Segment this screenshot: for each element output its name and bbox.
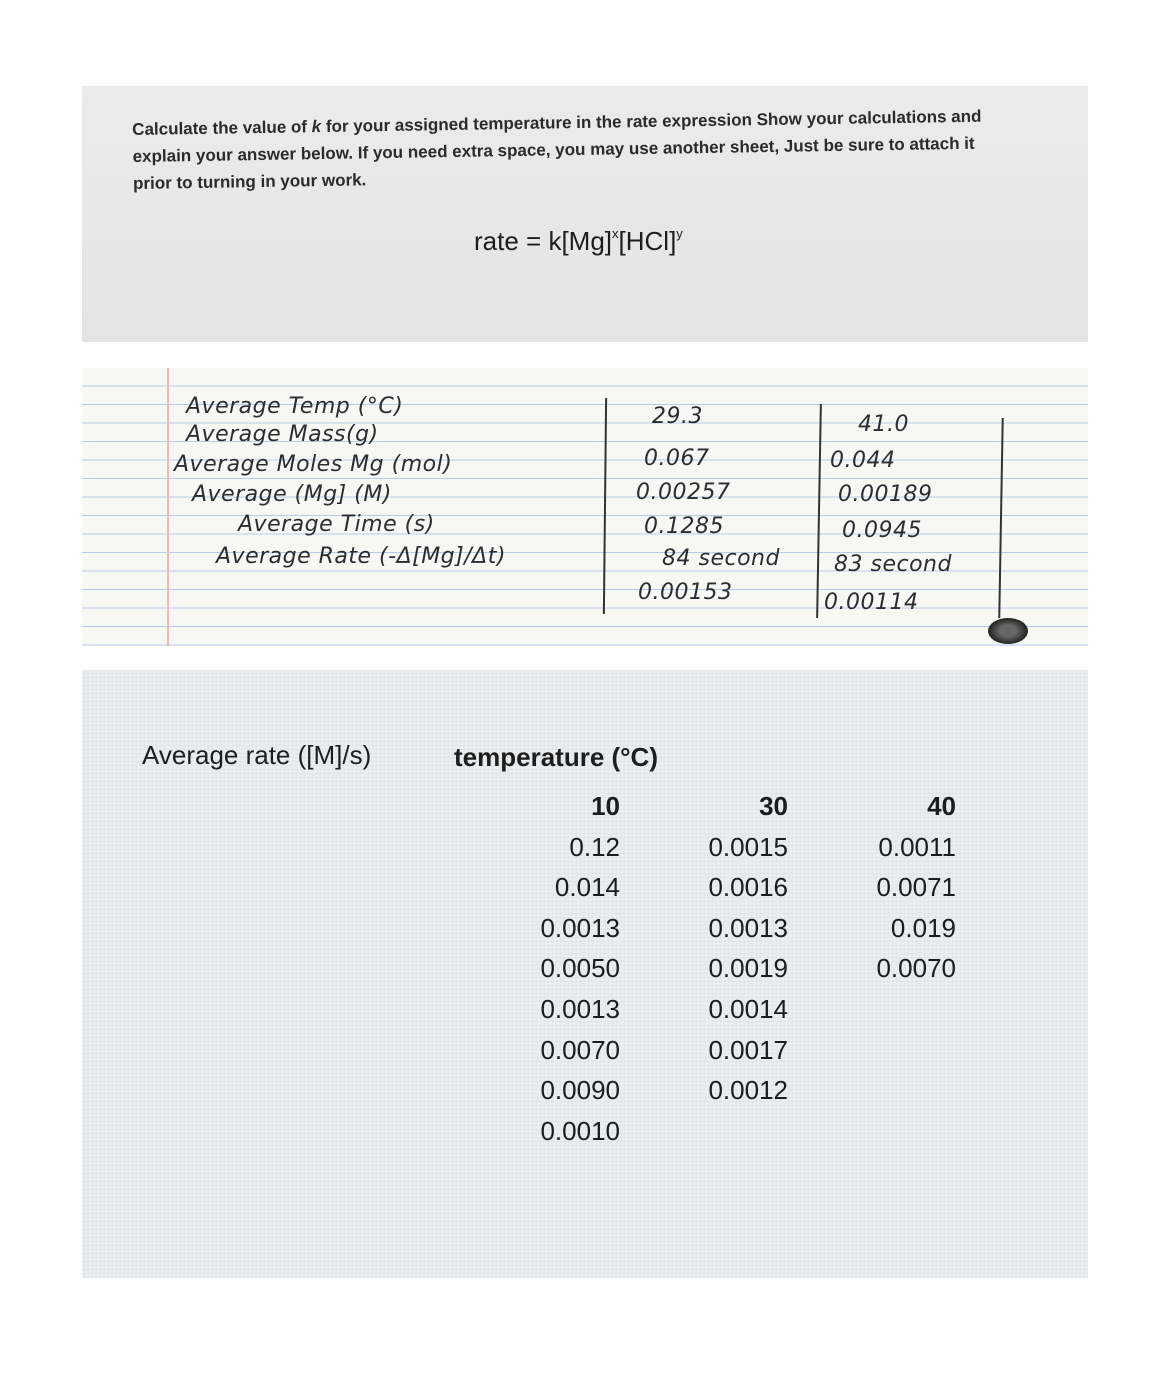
- notebook-margin-line: [167, 368, 169, 646]
- notebook-col1-mass: 0.067: [644, 446, 710, 471]
- spreadsheet-panel: [82, 670, 1088, 1278]
- column-temp-40: [806, 786, 956, 989]
- table-cell: 0.0013: [708, 912, 788, 943]
- instructions-line-1: Calculate the value of k for your assigned temperature in the rate expression Show your calculations and: [132, 106, 982, 139]
- notebook-col2-conc: 0.0945: [842, 518, 922, 543]
- table-cell: 0.0071: [876, 872, 956, 903]
- notebook-label-time: Average Time (s): [238, 512, 435, 537]
- table-cell: 0.0012: [708, 1075, 788, 1106]
- table-cell: 0.0017: [708, 1034, 788, 1065]
- notebook-col1-moles: 0.00257: [636, 480, 731, 505]
- notebook-divider-3: [998, 418, 1003, 618]
- instructions-line-2: explain your answer below. If you need extra space, you may use another sheet, Just be sure to attach it: [132, 133, 975, 166]
- notebook-col1-temp: 29.3: [652, 404, 703, 429]
- table-cell: 0.0070: [540, 1034, 620, 1065]
- table-cell: 0.0016: [708, 872, 788, 903]
- notebook-col1-rate: 0.00153: [638, 580, 733, 605]
- table-cell: 0.0015: [708, 831, 788, 862]
- column-header-10: 10: [591, 791, 620, 821]
- rate-header: Average rate ([M]/s): [142, 740, 372, 770]
- table-cell: 0.0014: [708, 993, 788, 1024]
- rate-expression: rate = $k[Mg]^x[HCl]^y$: [474, 226, 683, 256]
- column-temp-10: [470, 786, 620, 1151]
- table-cell: 0.014: [554, 872, 620, 903]
- instructions-panel: [82, 86, 1088, 342]
- column-temp-30: [638, 786, 788, 1111]
- notebook-panel: [82, 368, 1088, 646]
- notebook-label-rate: Average Rate (-Δ[Mg]/Δt): [216, 544, 506, 569]
- table-cell: 0.12: [569, 831, 620, 862]
- table-cell: 0.0070: [876, 953, 956, 984]
- notebook-col2-time: 83 second: [834, 552, 952, 577]
- binder-ring-icon: [988, 618, 1028, 644]
- temperature-header: temperature (°C): [454, 742, 658, 772]
- table-cell: 0.0013: [540, 993, 620, 1024]
- instructions-text: [132, 102, 1038, 197]
- notebook-divider-1: [603, 398, 607, 614]
- table-cell: 0.0013: [540, 912, 620, 943]
- notebook-col1-conc: 0.1285: [644, 514, 724, 539]
- notebook-col2-temp: 41.0: [858, 412, 909, 437]
- column-header-40: 40: [927, 791, 956, 821]
- table-cell: 0.019: [890, 912, 956, 943]
- table-cell: 0.0090: [540, 1075, 620, 1106]
- notebook-col2-moles: 0.00189: [838, 482, 933, 507]
- instructions-line-3: prior to turning in your work.: [132, 170, 367, 193]
- table-cell: 0.0019: [708, 953, 788, 984]
- table-cell: 0.0011: [878, 831, 956, 862]
- table-cell: 0.0050: [540, 953, 620, 984]
- notebook-label-mass: Average Mass(g): [186, 422, 379, 447]
- column-header-30: 30: [759, 791, 788, 821]
- notebook-label-temp: Average Temp (°C): [186, 394, 404, 419]
- notebook-divider-2: [816, 404, 822, 618]
- notebook-col2-rate: 0.00114: [824, 590, 919, 615]
- notebook-label-moles: Average Moles Mg (mol): [174, 452, 453, 477]
- notebook-col2-mass: 0.044: [830, 448, 896, 473]
- exponent-y: y: [676, 226, 683, 241]
- table-cell: 0.0010: [540, 1115, 620, 1146]
- notebook-col1-time: 84 second: [662, 546, 780, 571]
- exponent-x: x: [612, 226, 619, 241]
- notebook-label-conc: Average (Mg] (M): [192, 482, 392, 507]
